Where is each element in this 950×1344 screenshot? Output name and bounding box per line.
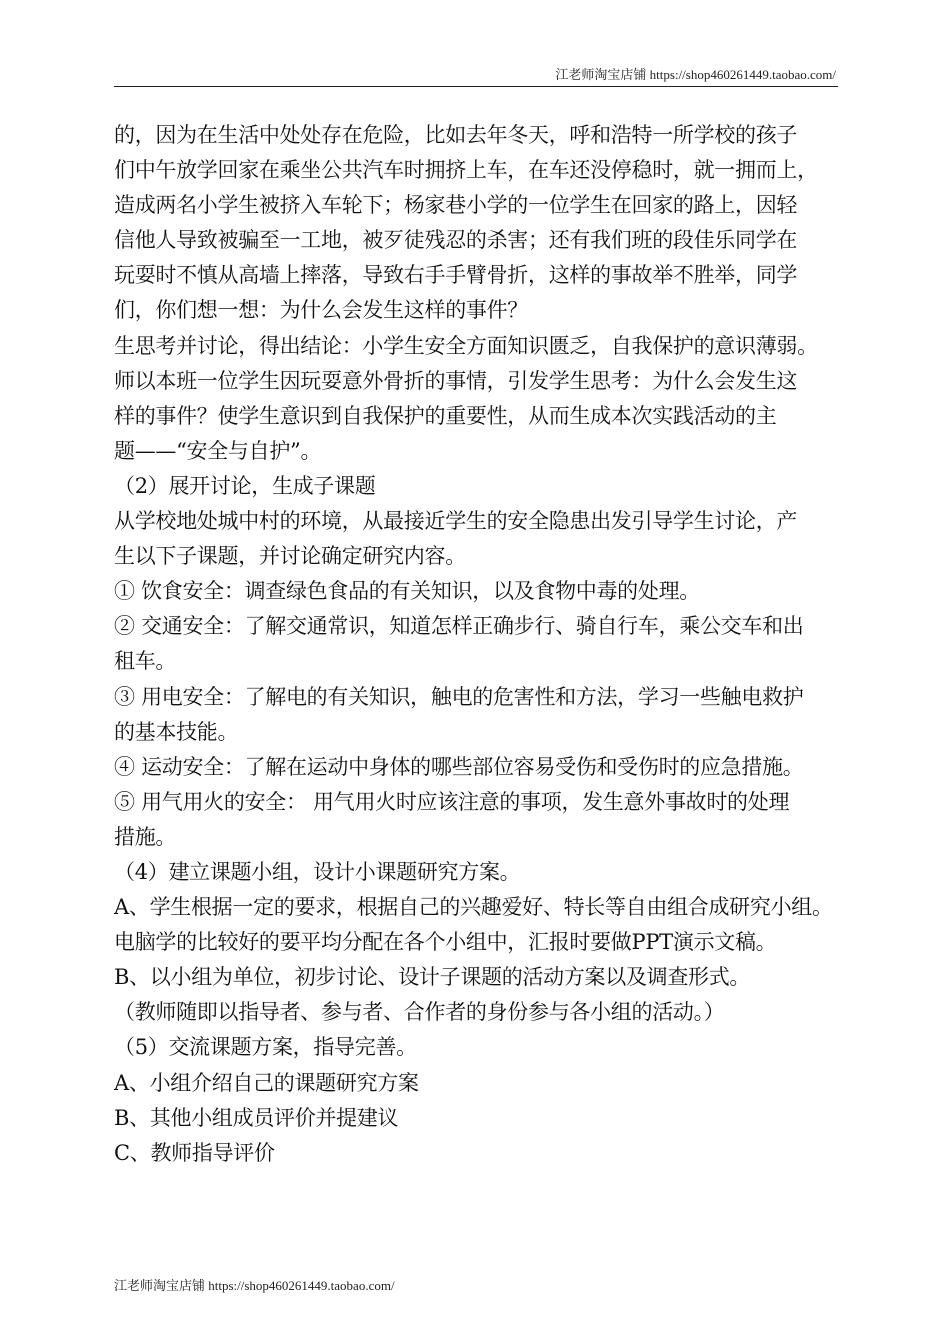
body-line: 们，你们想一想：为什么会发生这样的事件？ [114, 298, 528, 323]
body-line: 电脑学的比较好的要平均分配在各个小组中，汇报时要做PPT演示文稿。 [114, 930, 777, 955]
body-line: 生以下子课题，并讨论确定研究内容。 [114, 544, 466, 569]
section-heading: （2）展开讨论，生成子课题 [114, 473, 376, 498]
body-line: 的，因为在生活中处处存在危险，比如去年冬天，呼和浩特一所学校的孩子 [114, 123, 798, 147]
body-line: 样的事件？使学生意识到自我保护的重要性，从而生成本次实践活动的主 [114, 403, 777, 428]
body-line: 师以本班一位学生因玩耍意外骨折的事情，引发学生思考：为什么会发生这 [114, 368, 798, 393]
page-footer: 江老师淘宝店铺 https://shop460261449.taobao.com/ [114, 1278, 395, 1293]
body-line: A、小组介绍自己的课题研究方案 [114, 1070, 419, 1095]
body-line: A、学生根据一定的要求，根据自己的兴趣爱好、特长等自由组合成研究小组。 [114, 895, 833, 920]
body-line: 题——“安全与自护”。 [114, 438, 322, 463]
body-line: 们中午放学回家在乘坐公共汽车时拥挤上车，在车还没停稳时，就一拥而上， [114, 158, 818, 183]
list-item-continuation: 措施。 [114, 824, 177, 849]
list-item: ⑤ 用气用火的安全： 用气用火时应该注意的事项，发生意外事故时的处理 [114, 789, 790, 814]
list-item-continuation: 租车。 [114, 649, 177, 674]
body-line: B、其他小组成员评价并提建议 [114, 1105, 399, 1130]
list-item: ③ 用电安全：了解电的有关知识，触电的危害性和方法，学习一些触电救护 [114, 684, 804, 709]
list-item: ① 饮食安全：调查绿色食品的有关知识，以及食物中毒的处理。 [114, 579, 700, 604]
list-item: ④ 运动安全：了解在运动中身体的哪些部位容易受伤和受伤时的应急措施。 [114, 754, 804, 779]
body-line: （教师随即以指导者、参与者、合作者的身份参与各小组的活动。） [114, 1000, 725, 1025]
list-item-continuation: 的基本技能。 [114, 719, 239, 744]
section-heading: （4）建立课题小组，设计小课题研究方案。 [114, 859, 521, 884]
body-line: 玩耍时不慎从高墙上摔落，导致右手手臂骨折，这样的事故举不胜举，同学 [114, 263, 798, 288]
body-line: 信他人导致被骗至一工地，被歹徒残忍的杀害；还有我们班的段佳乐同学在 [114, 228, 798, 253]
page-header: 江老师淘宝店铺 https://shop460261449.taobao.com/ [555, 67, 836, 82]
body-line: B、以小组为单位，初步讨论、设计子课题的活动方案以及调查形式。 [114, 965, 751, 990]
body-line: 从学校地处城中村的环境，从最接近学生的安全隐患出发引导学生讨论，产 [114, 509, 798, 534]
document-body [114, 118, 854, 1171]
list-item: ② 交通安全：了解交通常识，知道怎样正确步行、骑自行车，乘公交车和出 [114, 614, 804, 639]
body-line: 生思考并讨论，得出结论：小学生安全方面知识匮乏，自我保护的意识薄弱。 [114, 333, 818, 358]
header-divider [114, 86, 838, 87]
section-heading: （5）交流课题方案，指导完善。 [114, 1035, 417, 1060]
body-line: 造成两名小学生被挤入车轮下；杨家巷小学的一位学生在回家的路上，因轻 [114, 193, 798, 218]
body-line: C、教师指导评价 [114, 1140, 275, 1165]
